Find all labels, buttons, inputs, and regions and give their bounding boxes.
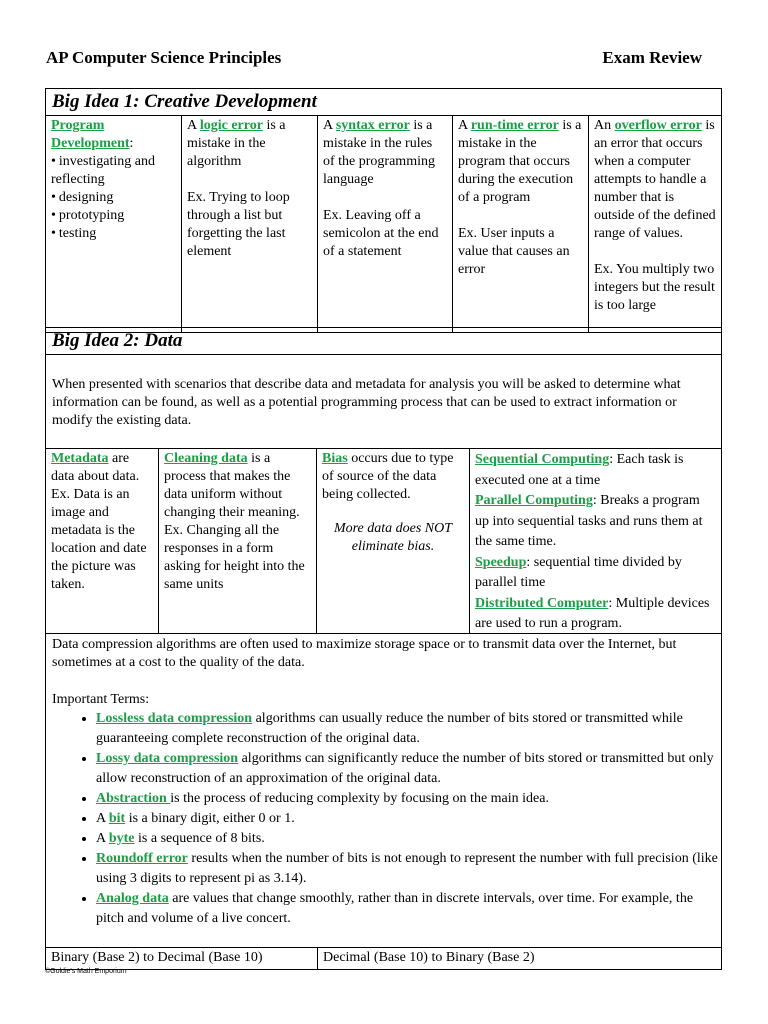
definition: results when the number of bits is not enough to represent the number with full precision (like using 3 digits to represent pi as 3.14).: [96, 851, 718, 886]
syntax-error-cell: [318, 116, 453, 332]
document-subtitle: Exam Review: [602, 48, 702, 67]
definition: : Multiple devices are used to run a program.: [475, 595, 710, 631]
roundoff-error-term: Roundoff error: [96, 851, 188, 866]
logic-error-term: logic error: [199, 118, 263, 133]
example: Ex. Data is an image and metadata is the location and date the picture was taken.: [51, 487, 147, 592]
speedup: [475, 553, 716, 594]
program-development-term: Program Development: [51, 118, 130, 151]
definition: : sequential time divided by parallel time: [475, 554, 682, 590]
parallel-computing-term: Parallel Computing: [475, 493, 593, 508]
definition: : Each task is executed one at a time: [475, 452, 684, 488]
big-idea-2-section: [45, 327, 722, 970]
metadata-cell: [46, 449, 159, 633]
big-idea-1-section: [45, 88, 722, 333]
list-item: [96, 789, 721, 809]
definition: is a mistake in the rules of the programming language: [323, 118, 435, 187]
metadata-term: Metadata: [51, 451, 109, 466]
definition: are data about data.: [51, 451, 140, 484]
abstraction-term: Abstraction: [96, 791, 171, 806]
sequential-computing-term: Sequential Computing: [475, 452, 610, 467]
bit-term: bit: [108, 811, 126, 826]
list-item: • testing: [51, 225, 176, 243]
definition: is a mistake in the algorithm: [187, 118, 286, 169]
definition: is an error that occurs when a computer attempts to handle a number that is outside of the defined range of values.: [594, 118, 716, 241]
text: A: [96, 811, 109, 826]
text: A: [323, 118, 336, 133]
lossless-term: Lossless data compression: [96, 711, 253, 726]
analog-data-term: Analog data: [96, 891, 169, 906]
list-item: [96, 809, 721, 829]
parallel-computing: [475, 491, 716, 553]
list-item: [96, 889, 721, 929]
big-idea-1-row: [46, 116, 721, 332]
definition: is a sequence of 8 bits.: [134, 831, 265, 846]
decimal-to-binary-header: Decimal (Base 10) to Binary (Base 2): [323, 950, 535, 965]
colon: :: [129, 136, 134, 151]
text: A: [96, 831, 109, 846]
overflow-error-term: overflow error: [614, 118, 702, 133]
intro-paragraph: When presented with scenarios that describe data and metadata for analysis you will be asked to determine what information can be found, as well as a potential programming process that can be used to extract information or modify the existing data.: [46, 355, 721, 449]
overflow-error-cell: [589, 116, 721, 332]
text: An: [594, 118, 615, 133]
terms-heading: Important Terms:: [52, 692, 150, 707]
example: Ex. You multiply two integers but the result is too large: [594, 262, 715, 313]
big-idea-2-title: Big Idea 2: Data: [46, 328, 721, 355]
definition: occurs due to type of source of the data being collected.: [322, 451, 454, 502]
list-item: • prototyping: [51, 207, 176, 225]
definition: is the process of reducing complexity by focusing on the main idea.: [170, 791, 549, 806]
big-idea-1-title: Big Idea 1: Creative Development: [46, 89, 721, 116]
definition: are values that change smoothly, rather than in discrete intervals, over time. For example, the pitch and volume of a live concert.: [96, 891, 694, 926]
lossy-term: Lossy data compression: [96, 751, 239, 766]
list-item: [96, 849, 721, 889]
bias-cell: [317, 449, 470, 633]
definition: algorithms can usually reduce the number of bits stored or transmitted while guaranteeing complete reconstruction of the original data.: [96, 711, 683, 746]
example: Ex. Trying to loop through a list but forgetting the last element: [187, 190, 290, 259]
syntax-error-term: syntax error: [335, 118, 410, 133]
definition: is a mistake in the program that occurs during the execution of a program: [458, 118, 582, 205]
list-item: [96, 709, 721, 749]
development-steps-list: [51, 153, 176, 243]
definition: is a process that makes the data uniform without changing their meaning.: [164, 451, 300, 520]
definition: algorithms can significantly reduce the number of bits stored or transmitted but only allow reconstruction of an approximation of the original data.: [96, 751, 714, 786]
document-title: AP Computer Science Principles: [46, 48, 282, 67]
bias-note: More data does NOT eliminate bias.: [333, 521, 453, 554]
speedup-term: Speedup: [475, 554, 527, 570]
compression-paragraph: Data compression algorithms are often used to maximize storage space or to transmit data over the Internet, but sometimes at a cost to the quality of the data.: [52, 637, 677, 670]
text: A: [187, 118, 200, 133]
byte-term: byte: [108, 831, 135, 846]
example: Ex. Leaving off a semicolon at the end of a statement: [323, 208, 439, 259]
logic-error-cell: [182, 116, 318, 332]
definition: is a binary digit, either 0 or 1.: [125, 811, 295, 826]
list-item: • investigating and reflecting: [51, 153, 176, 189]
example: Ex. Changing all the responses in a form asking for height into the same units: [164, 523, 305, 592]
cleaning-data-cell: [159, 449, 317, 633]
example: Ex. User inputs a value that causes an error: [458, 226, 570, 277]
big-idea-2-row: [46, 449, 721, 634]
binary-to-decimal-header: Binary (Base 2) to Decimal (Base 10): [46, 948, 318, 969]
sequential-computing: [475, 450, 716, 491]
list-item: • designing: [51, 189, 176, 207]
run-time-error-term: run-time error: [470, 118, 559, 133]
computing-cell: [470, 449, 721, 633]
program-development-cell: [46, 116, 182, 332]
list-item: [96, 829, 721, 849]
list-item: [96, 749, 721, 789]
distributed-computer-term: Distributed Computer: [475, 595, 609, 611]
cleaning-data-term: Cleaning data: [164, 451, 248, 466]
important-terms-list: [46, 709, 721, 929]
conversion-row: [46, 947, 721, 969]
text: A: [458, 118, 471, 133]
copyright-footer: ©Goldie's Math Emporium: [45, 968, 127, 975]
distributed-computer: [475, 594, 716, 635]
run-time-error-cell: [453, 116, 589, 332]
definition: : Breaks a program up into sequential tasks and runs them at the same time.: [475, 493, 703, 549]
bias-term: Bias: [322, 451, 348, 466]
